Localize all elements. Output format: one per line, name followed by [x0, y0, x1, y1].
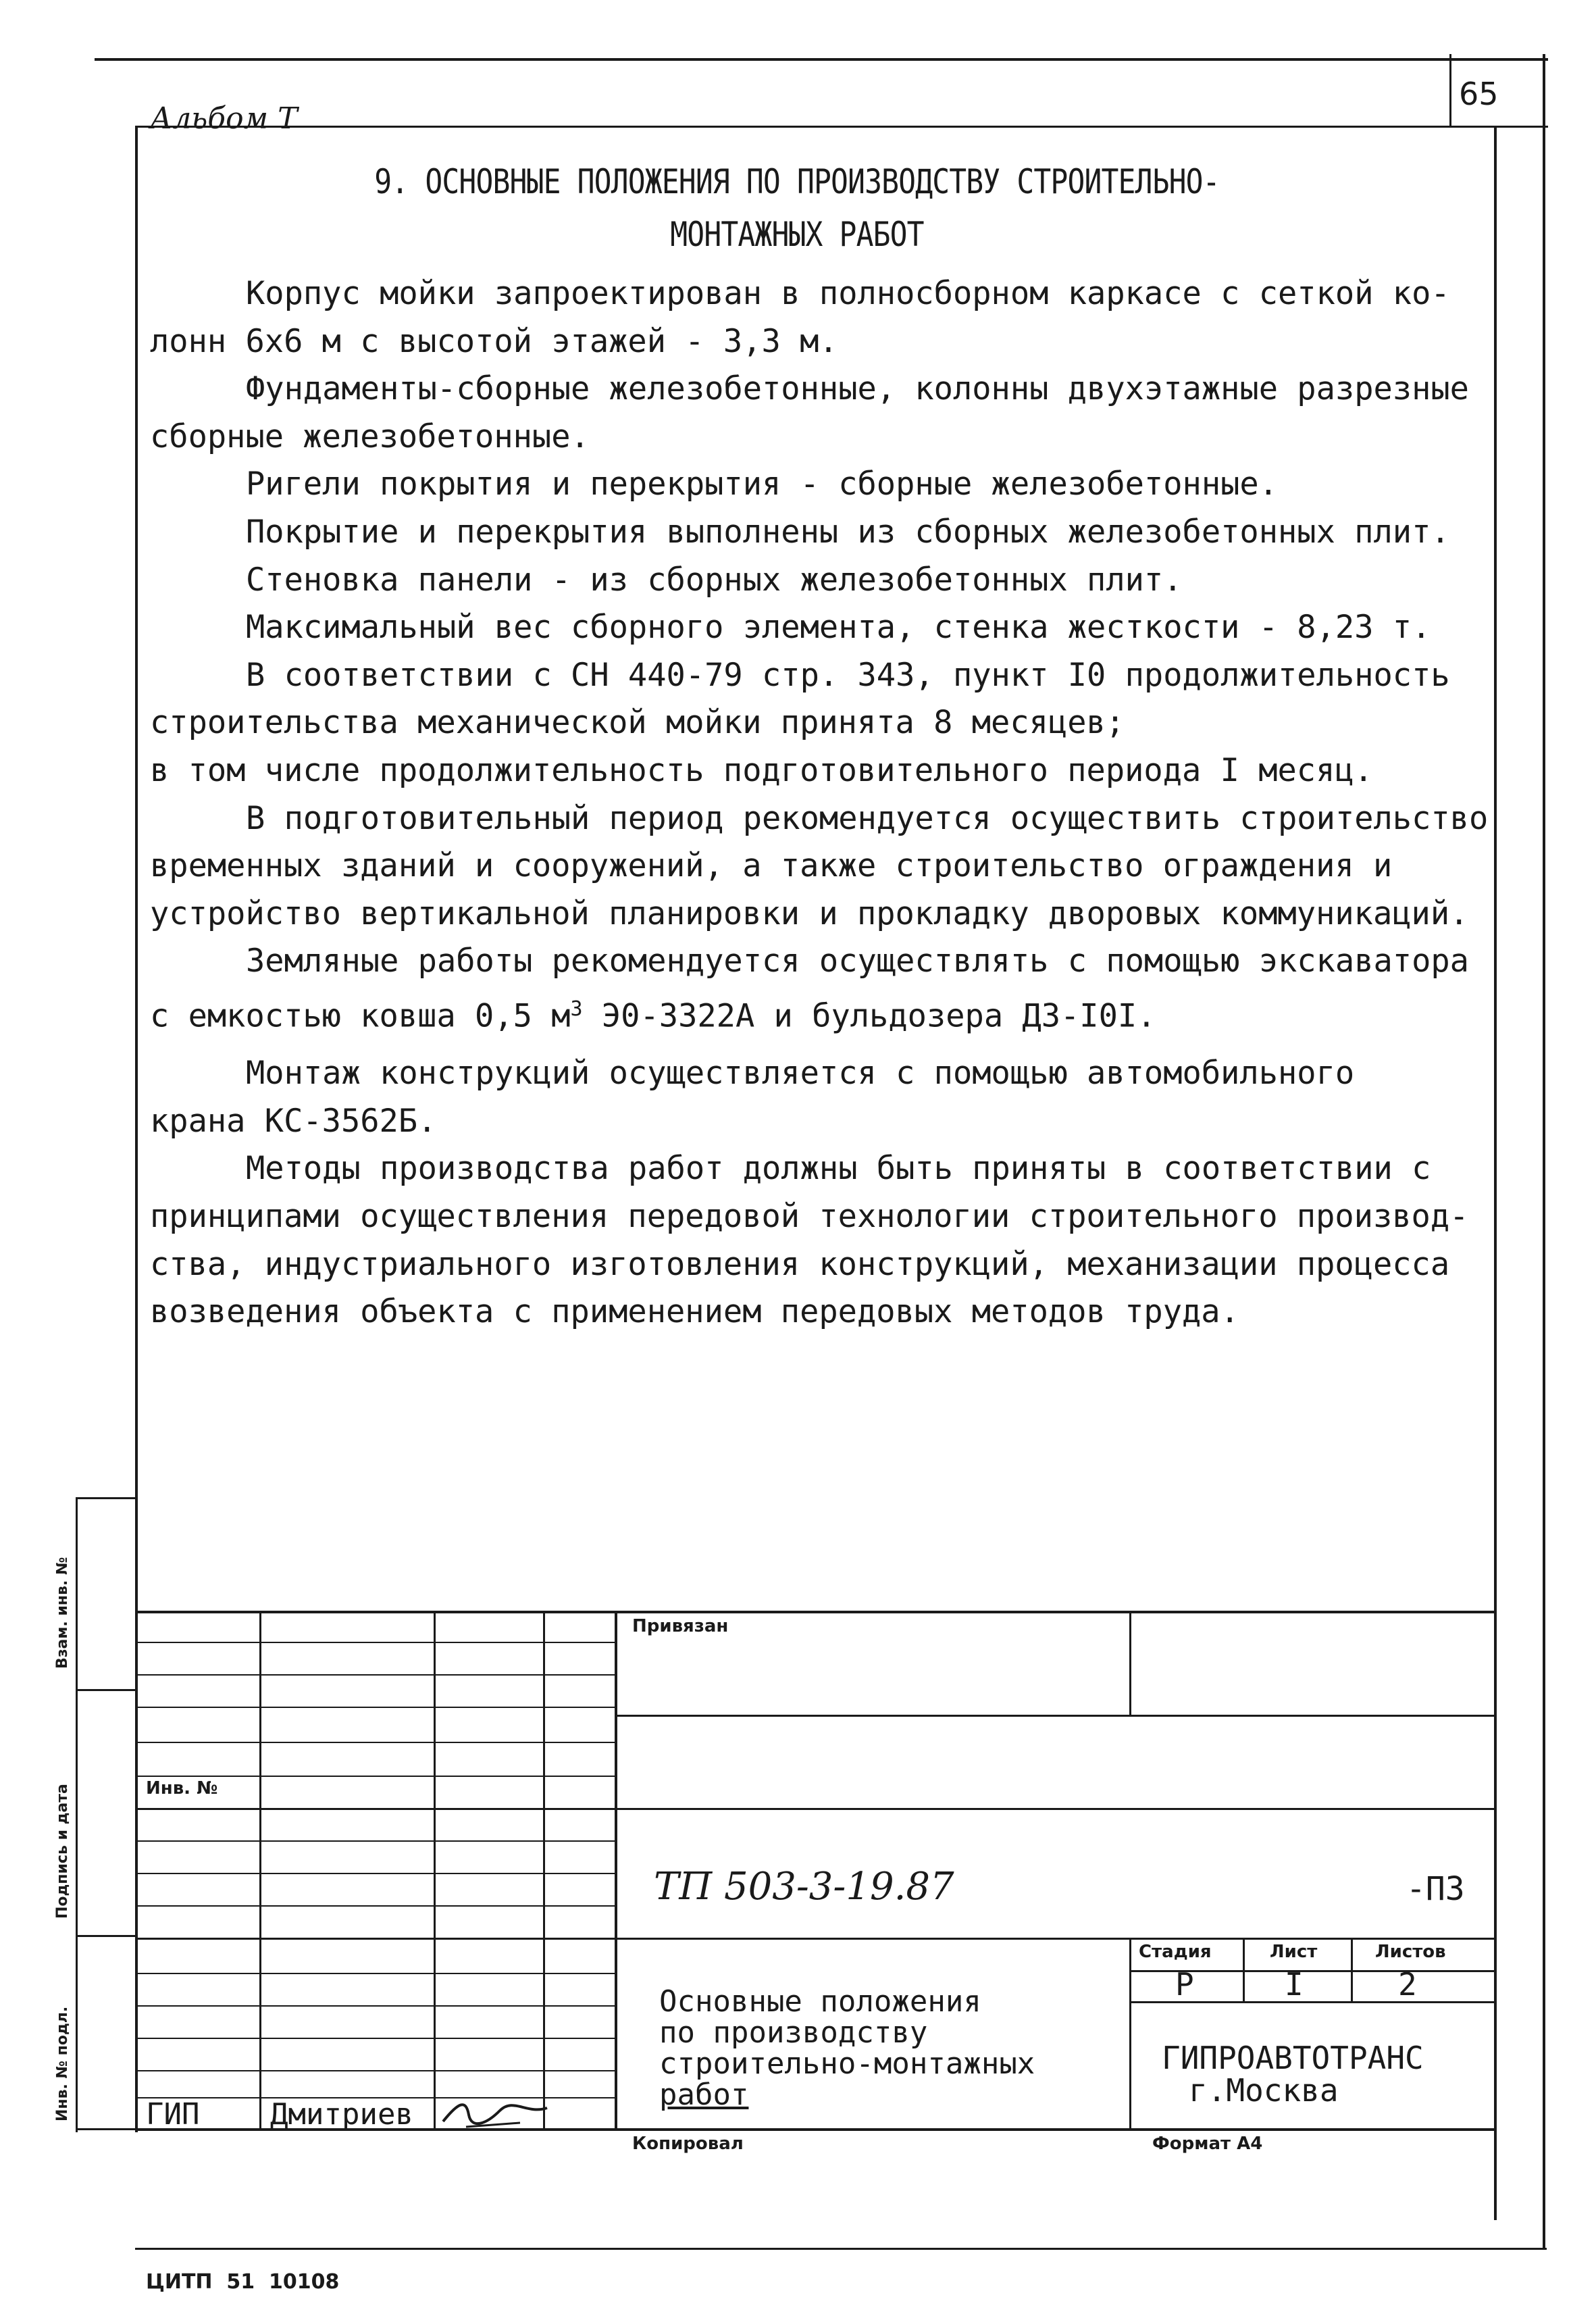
body-line: Монтаж конструкций осуществляется с помощью автомобильного	[246, 1055, 1355, 1092]
body-line: лонн 6х6 м с высотой этажей - 3,3 м.	[150, 322, 838, 360]
body-line: в том числе продолжительность подготовительного периода I месяц.	[150, 751, 1373, 789]
body-line: устройство вертикальной планировки и прокладку дворовых коммуникаций.	[150, 895, 1469, 932]
doc-title-line: работ	[659, 2078, 749, 2112]
body-line: крана КС-3562Б.	[150, 1102, 437, 1140]
side-label-podpis: Подпись и дата	[54, 1784, 71, 1919]
body-line: Максимальный вес сборного элемента, стенка жесткости - 8,23 т.	[246, 609, 1431, 647]
body-line: Земляные работы рекомендуется осуществлять с помощью экскаватора	[246, 942, 1469, 980]
page-number-box-left	[1449, 54, 1451, 127]
body-line: строительства механической мойки принята 8 месяцев;	[150, 704, 1125, 742]
doc-suffix: -ПЗ	[1406, 1870, 1465, 1908]
doc-title-line: Основные положения	[659, 1984, 981, 2019]
privyazan-label: Привязан	[632, 1616, 729, 1636]
body-line: В соответствии с СН 440-79 стр. 343, пункт I0 продолжительность	[246, 656, 1450, 694]
heading-line-1: 9. ОСНОВНЫЕ ПОЛОЖЕНИЯ ПО ПРОИЗВОДСТВУ СТРОИТЕЛЬНО-	[374, 162, 1220, 201]
body-line: сборные железобетонные.	[150, 418, 590, 455]
sheet-value: I	[1285, 1966, 1304, 2003]
frame-top-line	[95, 58, 1548, 61]
sheets-value: 2	[1398, 1966, 1417, 2003]
side-label-inv-podl: Инв. № подл.	[54, 2006, 71, 2121]
body-line: Фундаменты-сборные железобетонные, колонны двухэтажные разрезные	[246, 370, 1469, 408]
body-line: Ригели покрытия и перекрытия - сборные железобетонные.	[246, 466, 1279, 503]
doc-title-line: по производству	[659, 2015, 928, 2050]
body-line-with-superscript	[150, 986, 1514, 1040]
page-number: 65	[1459, 76, 1499, 112]
person-name: Дмитриев	[270, 2097, 413, 2132]
body-line: Стеновка панели - из сборных железобетонных плит.	[246, 561, 1183, 599]
body-line: В подготовительный период рекомендуется осуществить строительство	[246, 799, 1489, 837]
doc-code: ТП 503-3-19.87	[654, 1865, 954, 1909]
signature-mark	[439, 2094, 554, 2130]
heading-line-2: МОНТАЖНЫХ РАБОТ	[670, 215, 924, 254]
body-line: возведения объекта с применением передовых методов труда.	[150, 1293, 1239, 1331]
organization	[1162, 2042, 1424, 2107]
doc-title	[659, 1986, 1035, 2111]
stage-label: Стадия	[1139, 1942, 1212, 1962]
body-line: Корпус мойки запроектирован в полносборном каркасе с сеткой ко-	[246, 275, 1450, 312]
outer-right-line	[1543, 54, 1545, 2250]
frame-bottom-line	[135, 2248, 1547, 2250]
superscript: 3	[570, 997, 583, 1021]
body-line-part: с емкостью ковша 0,5 м	[150, 997, 571, 1035]
sheet-label: Лист	[1270, 1942, 1318, 1962]
sheets-label: Листов	[1375, 1942, 1446, 1962]
body-line: ства, индустриального изготовления конструкций, механизации процесса	[150, 1245, 1450, 1283]
inv-no-label: Инв. №	[146, 1778, 218, 1799]
body-line-part: Э0-3322А и бульдозера ДЗ-I0I.	[582, 997, 1156, 1035]
section-heading	[245, 155, 1349, 261]
body-line: временных зданий и сооружений, а также строительство ограждения и	[150, 847, 1393, 885]
album-mark: Альбом Т	[150, 101, 298, 136]
role-gip: ГИП	[146, 2097, 200, 2132]
footer-code: ЦИТП 51 10108	[146, 2270, 340, 2294]
frame-left-line	[135, 126, 138, 2132]
org-name: ГИПРОАВТОТРАНС	[1162, 2040, 1424, 2076]
body-line: Методы производства работ должны быть приняты в соответствии с	[246, 1150, 1431, 1188]
body-line: принципами осуществления передовой технологии строительного производ-	[150, 1197, 1469, 1235]
format-label: Формат А4	[1152, 2134, 1263, 2154]
copied-label: Копировал	[632, 2134, 744, 2154]
frame-inner-top-line	[135, 126, 1548, 128]
body-line: Покрытие и перекрытия выполнены из сборных железобетонных плит.	[246, 513, 1450, 551]
stage-value: Р	[1175, 1966, 1194, 2003]
org-city: г.Москва	[1189, 2072, 1339, 2109]
side-label-vzam: Взам. инв. №	[54, 1557, 71, 1669]
body-text	[150, 270, 1514, 1336]
doc-title-line: строительно-монтажных	[659, 2046, 1035, 2081]
